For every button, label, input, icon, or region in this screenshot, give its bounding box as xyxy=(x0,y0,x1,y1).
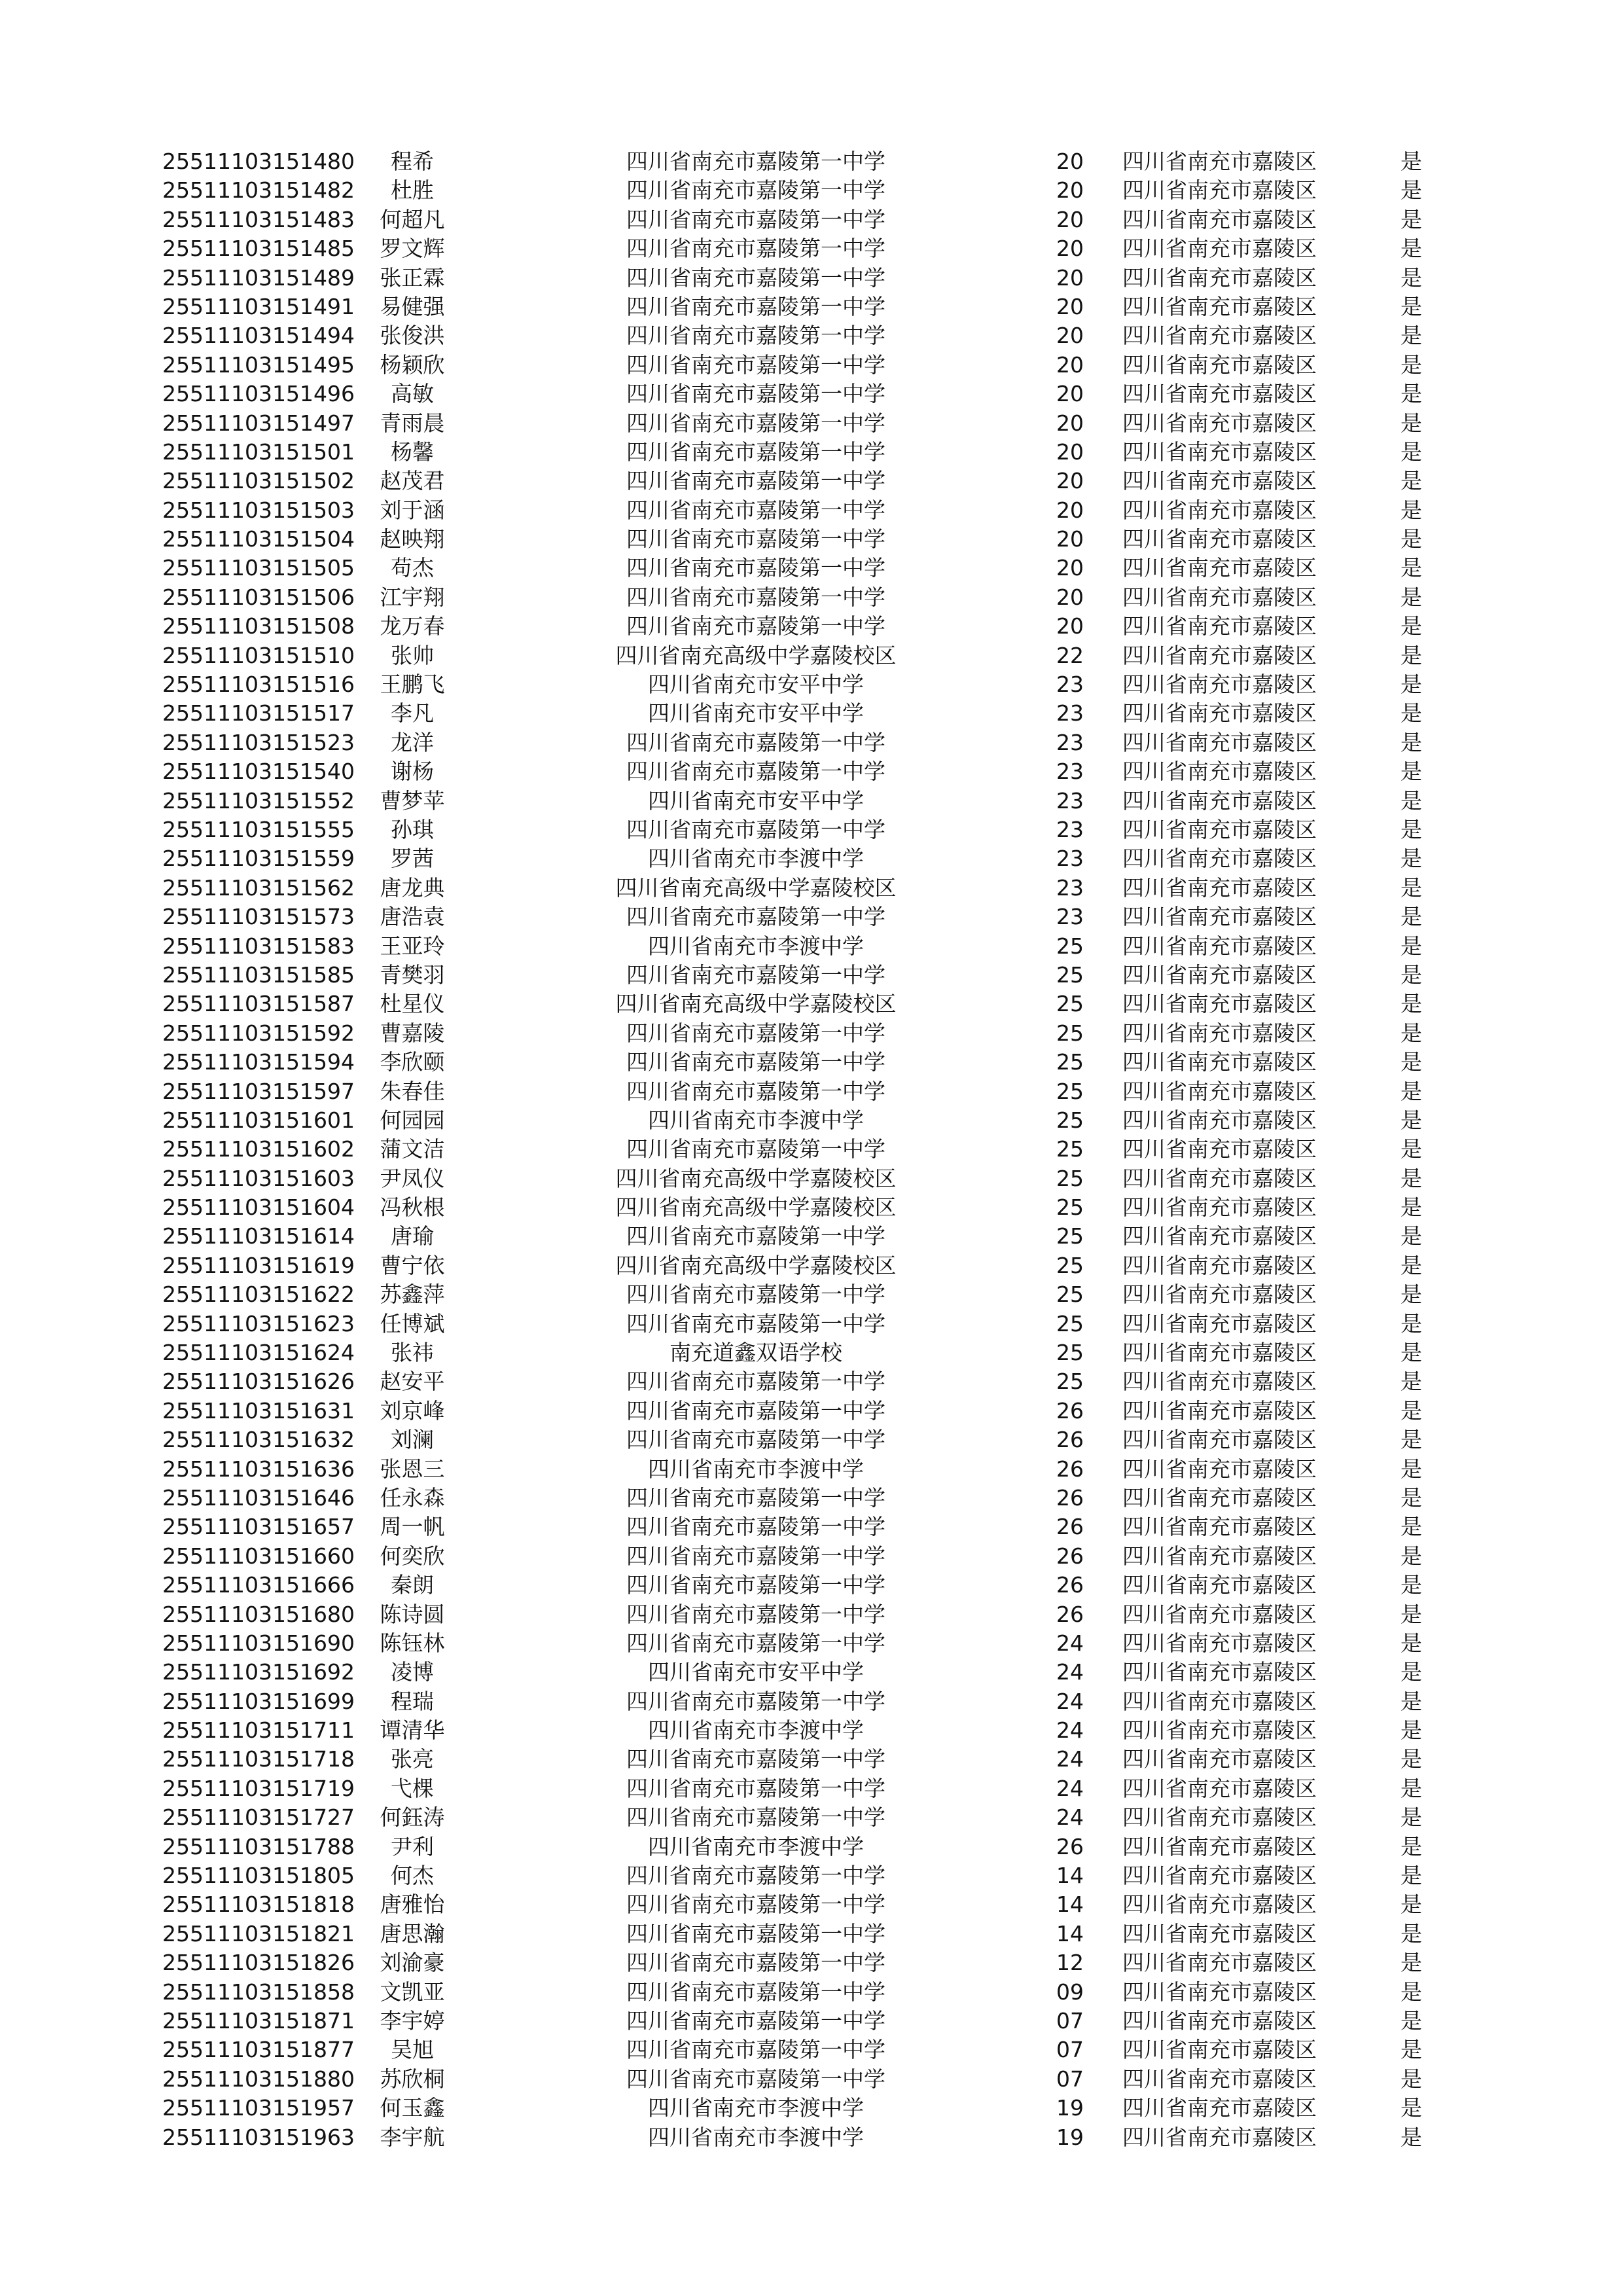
eligibility-flag-cell: 是 xyxy=(1400,961,1422,988)
table-row: 25511103151573 唐浩袁 四川省南充市嘉陵第一中学 23 四川省南充市嘉陵区 是 xyxy=(0,903,1623,931)
exam-id-cell: 25511103151508 xyxy=(162,613,355,639)
eligibility-flag-cell: 是 xyxy=(1400,759,1422,785)
district-cell: 四川省南充市嘉陵区 xyxy=(1122,1514,1317,1540)
eligibility-flag-cell: 是 xyxy=(1400,1775,1422,1801)
eligibility-flag-cell: 是 xyxy=(1400,1804,1422,1831)
exam-id-cell: 25511103151496 xyxy=(162,381,355,407)
table-row: 25511103151501 杨馨 四川省南充市嘉陵第一中学 20 四川省南充市嘉陵区 是 xyxy=(0,438,1623,467)
table-row: 25511103151552 曹梦苹 四川省南充市安平中学 23 四川省南充市嘉陵区 是 xyxy=(0,787,1623,816)
exam-id-cell: 25511103151680 xyxy=(162,1601,355,1627)
district-cell: 四川省南充市嘉陵区 xyxy=(1122,1630,1317,1656)
district-cell: 四川省南充市嘉陵区 xyxy=(1122,236,1317,262)
table-row: 25511103151495 杨颖欣 四川省南充市嘉陵第一中学 20 四川省南充市嘉陵区 是 xyxy=(0,351,1623,380)
eligibility-flag-cell: 是 xyxy=(1400,439,1422,465)
eligibility-flag-cell: 是 xyxy=(1400,1252,1422,1278)
district-cell: 四川省南充市嘉陵区 xyxy=(1122,642,1317,668)
eligibility-flag-cell: 是 xyxy=(1400,177,1422,204)
table-row: 25511103151585 青樊羽 四川省南充市嘉陵第一中学 25 四川省南充市嘉陵区 是 xyxy=(0,961,1623,990)
table-row: 25511103151666 秦朗 四川省南充市嘉陵第一中学 26 四川省南充市嘉陵区 是 xyxy=(0,1571,1623,1600)
district-cell: 四川省南充市嘉陵区 xyxy=(1122,1688,1317,1714)
exam-id-cell: 25511103151602 xyxy=(162,1136,355,1162)
district-cell: 四川省南充市嘉陵区 xyxy=(1122,1310,1317,1336)
district-cell: 四川省南充市嘉陵区 xyxy=(1122,1252,1317,1278)
district-cell: 四川省南充市嘉陵区 xyxy=(1122,439,1317,465)
district-cell: 四川省南充市嘉陵区 xyxy=(1122,1601,1317,1627)
eligibility-flag-cell: 是 xyxy=(1400,2095,1422,2121)
student-table xyxy=(0,147,1623,2152)
exam-id-cell: 25511103151632 xyxy=(162,1427,355,1453)
exam-id-cell: 25511103151626 xyxy=(162,1369,355,1395)
exam-id-cell: 25511103151818 xyxy=(162,1892,355,1918)
table-row: 25511103151877 吴旭 四川省南充市嘉陵第一中学 07 四川省南充市嘉陵区 是 xyxy=(0,2036,1623,2064)
table-row: 25511103151727 何鈺涛 四川省南充市嘉陵第一中学 24 四川省南充市嘉陵区 是 xyxy=(0,1803,1623,1832)
table-row: 25511103151496 高敏 四川省南充市嘉陵第一中学 20 四川省南充市嘉陵区 是 xyxy=(0,380,1623,408)
district-cell: 四川省南充市嘉陵区 xyxy=(1122,323,1317,349)
exam-id-cell: 25511103151506 xyxy=(162,584,355,610)
district-cell: 四川省南充市嘉陵区 xyxy=(1122,1078,1317,1104)
table-row: 25511103151483 何超凡 四川省南充市嘉陵第一中学 20 四川省南充市嘉陵区 是 xyxy=(0,206,1623,234)
eligibility-flag-cell: 是 xyxy=(1400,1369,1422,1395)
exam-id-cell: 25511103151482 xyxy=(162,177,355,204)
exam-id-cell: 25511103151631 xyxy=(162,1397,355,1424)
table-row: 25511103151692 凌博 四川省南充市安平中学 24 四川省南充市嘉陵区 是 xyxy=(0,1658,1623,1687)
district-cell: 四川省南充市嘉陵区 xyxy=(1122,410,1317,436)
district-cell: 四川省南充市嘉陵区 xyxy=(1122,2095,1317,2121)
district-cell: 四川省南充市嘉陵区 xyxy=(1122,177,1317,204)
eligibility-flag-cell: 是 xyxy=(1400,729,1422,755)
eligibility-flag-cell: 是 xyxy=(1400,264,1422,291)
eligibility-flag-cell: 是 xyxy=(1400,787,1422,814)
exam-id-cell: 25511103151858 xyxy=(162,1979,355,2005)
table-row: 25511103151657 周一帆 四川省南充市嘉陵第一中学 26 四川省南充市嘉陵区 是 xyxy=(0,1513,1623,1541)
table-row: 25511103151502 赵茂君 四川省南充市嘉陵第一中学 20 四川省南充市嘉陵区 是 xyxy=(0,467,1623,495)
table-row: 25511103151594 李欣颐 四川省南充市嘉陵第一中学 25 四川省南充市嘉陵区 是 xyxy=(0,1048,1623,1077)
eligibility-flag-cell: 是 xyxy=(1400,672,1422,698)
eligibility-flag-cell: 是 xyxy=(1400,1194,1422,1221)
district-cell: 四川省南充市嘉陵区 xyxy=(1122,729,1317,755)
table-row: 25511103151508 龙万春 四川省南充市嘉陵第一中学 20 四川省南充市嘉陵区 是 xyxy=(0,612,1623,641)
eligibility-flag-cell: 是 xyxy=(1400,1717,1422,1744)
exam-id-cell: 25511103151483 xyxy=(162,206,355,232)
exam-id-cell: 25511103151573 xyxy=(162,904,355,930)
district-cell: 四川省南充市嘉陵区 xyxy=(1122,1717,1317,1744)
eligibility-flag-cell: 是 xyxy=(1400,1746,1422,1772)
district-cell: 四川省南充市嘉陵区 xyxy=(1122,381,1317,407)
district-cell: 四川省南充市嘉陵区 xyxy=(1122,1920,1317,1946)
exam-id-cell: 25511103151603 xyxy=(162,1165,355,1191)
exam-id-cell: 25511103151727 xyxy=(162,1804,355,1831)
table-row: 25511103151562 唐龙典 四川省南充高级中学嘉陵校区 23 四川省南充市嘉陵区 是 xyxy=(0,874,1623,903)
eligibility-flag-cell: 是 xyxy=(1400,381,1422,407)
eligibility-flag-cell: 是 xyxy=(1400,1920,1422,1946)
district-cell: 四川省南充市嘉陵区 xyxy=(1122,613,1317,639)
table-row: 25511103151632 刘澜 四川省南充市嘉陵第一中学 26 四川省南充市嘉陵区 是 xyxy=(0,1426,1623,1454)
district-cell: 四川省南充市嘉陵区 xyxy=(1122,672,1317,698)
exam-id-cell: 25511103151657 xyxy=(162,1514,355,1540)
exam-id-cell: 25511103151517 xyxy=(162,700,355,726)
eligibility-flag-cell: 是 xyxy=(1400,1310,1422,1336)
eligibility-flag-cell: 是 xyxy=(1400,613,1422,639)
table-row: 25511103151719 弋棵 四川省南充市嘉陵第一中学 24 四川省南充市嘉陵区 是 xyxy=(0,1774,1623,1803)
table-row: 25511103151636 张恩三 四川省南充市李渡中学 26 四川省南充市嘉陵区 是 xyxy=(0,1455,1623,1484)
table-row: 25511103151523 龙洋 四川省南充市嘉陵第一中学 23 四川省南充市嘉陵区 是 xyxy=(0,728,1623,757)
table-row: 25511103151718 张亮 四川省南充市嘉陵第一中学 24 四川省南充市嘉陵区 是 xyxy=(0,1745,1623,1774)
exam-id-cell: 25511103151622 xyxy=(162,1282,355,1308)
exam-id-cell: 25511103151480 xyxy=(162,149,355,174)
table-row: 25511103151821 唐思瀚 四川省南充市嘉陵第一中学 14 四川省南充市嘉陵区 是 xyxy=(0,1920,1623,1948)
exam-id-cell: 25511103151495 xyxy=(162,351,355,378)
table-row: 25511103151826 刘渝豪 四川省南充市嘉陵第一中学 12 四川省南充市嘉陵区 是 xyxy=(0,1948,1623,1977)
district-cell: 四川省南充市嘉陵区 xyxy=(1122,759,1317,785)
district-cell: 四川省南充市嘉陵区 xyxy=(1122,1659,1317,1685)
table-row: 25511103151491 易健强 四川省南充市嘉陵第一中学 20 四川省南充市嘉陵区 是 xyxy=(0,293,1623,321)
exam-id-cell: 25511103151597 xyxy=(162,1078,355,1104)
exam-id-cell: 25511103151485 xyxy=(162,236,355,262)
exam-id-cell: 25511103151555 xyxy=(162,816,355,842)
district-cell: 四川省南充市嘉陵区 xyxy=(1122,816,1317,842)
exam-id-cell: 25511103151821 xyxy=(162,1920,355,1946)
exam-id-cell: 25511103151646 xyxy=(162,1484,355,1511)
exam-id-cell: 25511103151614 xyxy=(162,1223,355,1249)
exam-id-cell: 25511103151624 xyxy=(162,1340,355,1366)
eligibility-flag-cell: 是 xyxy=(1400,933,1422,959)
eligibility-flag-cell: 是 xyxy=(1400,1892,1422,1918)
table-row: 25511103151510 张帅 四川省南充高级中学嘉陵校区 22 四川省南充市嘉陵区 是 xyxy=(0,641,1623,670)
district-cell: 四川省南充市嘉陵区 xyxy=(1122,1775,1317,1801)
eligibility-flag-cell: 是 xyxy=(1400,2066,1422,2092)
eligibility-flag-cell: 是 xyxy=(1400,1543,1422,1569)
table-row: 25511103151482 杜胜 四川省南充市嘉陵第一中学 20 四川省南充市嘉陵区 是 xyxy=(0,176,1623,205)
table-row: 25511103151497 青雨晨 四川省南充市嘉陵第一中学 20 四川省南充市嘉陵区 是 xyxy=(0,409,1623,438)
exam-id-cell: 25511103151494 xyxy=(162,323,355,349)
eligibility-flag-cell: 是 xyxy=(1400,1630,1422,1656)
eligibility-flag-cell: 是 xyxy=(1400,1165,1422,1191)
exam-id-cell: 25511103151502 xyxy=(162,468,355,494)
exam-id-cell: 25511103151805 xyxy=(162,1863,355,1889)
table-row: 25511103151660 何奕欣 四川省南充市嘉陵第一中学 26 四川省南充市嘉陵区 是 xyxy=(0,1542,1623,1571)
eligibility-flag-cell: 是 xyxy=(1400,1979,1422,2005)
exam-id-cell: 25511103151619 xyxy=(162,1252,355,1278)
eligibility-flag-cell: 是 xyxy=(1400,351,1422,378)
exam-id-cell: 25511103151604 xyxy=(162,1194,355,1221)
district-cell: 四川省南充市嘉陵区 xyxy=(1122,904,1317,930)
eligibility-flag-cell: 是 xyxy=(1400,410,1422,436)
district-cell: 四川省南充市嘉陵区 xyxy=(1122,991,1317,1017)
eligibility-flag-cell: 是 xyxy=(1400,2037,1422,2063)
eligibility-flag-cell: 是 xyxy=(1400,149,1422,174)
table-row: 25511103151963 李宇航 四川省南充市李渡中学 19 四川省南充市嘉陵区 是 xyxy=(0,2123,1623,2152)
table-row: 25511103151559 罗茜 四川省南充市李渡中学 23 四川省南充市嘉陵区 是 xyxy=(0,844,1623,873)
table-row: 25511103151597 朱春佳 四川省南充市嘉陵第一中学 25 四川省南充市嘉陵区 是 xyxy=(0,1077,1623,1106)
eligibility-flag-cell: 是 xyxy=(1400,1020,1422,1046)
table-row: 25511103151516 王鹏飞 四川省南充市安平中学 23 四川省南充市嘉陵区 是 xyxy=(0,670,1623,699)
eligibility-flag-cell: 是 xyxy=(1400,1659,1422,1685)
exam-id-cell: 25511103151562 xyxy=(162,874,355,901)
eligibility-flag-cell: 是 xyxy=(1400,1427,1422,1453)
district-cell: 四川省南充市嘉陵区 xyxy=(1122,1804,1317,1831)
exam-id-cell: 25511103151636 xyxy=(162,1456,355,1482)
exam-id-cell: 25511103151711 xyxy=(162,1717,355,1744)
table-row: 25511103151504 赵映翔 四川省南充市嘉陵第一中学 20 四川省南充市嘉陵区 是 xyxy=(0,525,1623,554)
exam-id-cell: 25511103151692 xyxy=(162,1659,355,1685)
eligibility-flag-cell: 是 xyxy=(1400,236,1422,262)
exam-id-cell: 25511103151699 xyxy=(162,1688,355,1714)
district-cell: 四川省南充市嘉陵区 xyxy=(1122,149,1317,174)
table-row: 25511103151485 罗文辉 四川省南充市嘉陵第一中学 20 四川省南充市嘉陵区 是 xyxy=(0,234,1623,263)
district-cell: 四川省南充市嘉陵区 xyxy=(1122,584,1317,610)
table-row: 25511103151622 苏鑫萍 四川省南充市嘉陵第一中学 25 四川省南充市嘉陵区 是 xyxy=(0,1280,1623,1309)
table-row: 25511103151592 曹嘉陵 四川省南充市嘉陵第一中学 25 四川省南充市嘉陵区 是 xyxy=(0,1019,1623,1048)
district-cell: 四川省南充市嘉陵区 xyxy=(1122,700,1317,726)
district-cell: 四川省南充市嘉陵区 xyxy=(1122,206,1317,232)
exam-id-cell: 25511103151719 xyxy=(162,1775,355,1801)
eligibility-flag-cell: 是 xyxy=(1400,323,1422,349)
district-cell: 四川省南充市嘉陵区 xyxy=(1122,1543,1317,1569)
table-row: 25511103151602 蒲文洁 四川省南充市嘉陵第一中学 25 四川省南充市嘉陵区 是 xyxy=(0,1135,1623,1164)
table-row: 25511103151624 张祎 南充道鑫双语学校 25 四川省南充市嘉陵区 是 xyxy=(0,1338,1623,1367)
table-row: 25511103151623 任博斌 四川省南充市嘉陵第一中学 25 四川省南充市嘉陵区 是 xyxy=(0,1310,1623,1338)
district-cell: 四川省南充市嘉陵区 xyxy=(1122,1833,1317,1859)
table-row: 25511103151788 尹利 四川省南充市李渡中学 26 四川省南充市嘉陵区 是 xyxy=(0,1833,1623,1861)
district-cell: 四川省南充市嘉陵区 xyxy=(1122,526,1317,552)
exam-id-cell: 25511103151504 xyxy=(162,526,355,552)
table-row: 25511103151494 张俊洪 四川省南充市嘉陵第一中学 20 四川省南充市嘉陵区 是 xyxy=(0,321,1623,350)
exam-id-cell: 25511103151540 xyxy=(162,759,355,785)
eligibility-flag-cell: 是 xyxy=(1400,555,1422,581)
eligibility-flag-cell: 是 xyxy=(1400,1572,1422,1598)
district-cell: 四川省南充市嘉陵区 xyxy=(1122,497,1317,523)
district-cell: 四川省南充市嘉陵区 xyxy=(1122,1020,1317,1046)
table-row: 25511103151603 尹凤仪 四川省南充高级中学嘉陵校区 25 四川省南充市嘉陵区 是 xyxy=(0,1164,1623,1193)
exam-id-cell: 25511103151826 xyxy=(162,1950,355,1976)
exam-id-cell: 25511103151510 xyxy=(162,642,355,668)
eligibility-flag-cell: 是 xyxy=(1400,1456,1422,1482)
exam-id-cell: 25511103151585 xyxy=(162,961,355,988)
exam-id-cell: 25511103151871 xyxy=(162,2008,355,2034)
eligibility-flag-cell: 是 xyxy=(1400,816,1422,842)
eligibility-flag-cell: 是 xyxy=(1400,2008,1422,2034)
exam-id-cell: 25511103151491 xyxy=(162,293,355,319)
eligibility-flag-cell: 是 xyxy=(1400,1397,1422,1424)
exam-id-cell: 25511103151583 xyxy=(162,933,355,959)
district-cell: 四川省南充市嘉陵区 xyxy=(1122,1572,1317,1598)
eligibility-flag-cell: 是 xyxy=(1400,1078,1422,1104)
exam-id-cell: 25511103151594 xyxy=(162,1049,355,1075)
district-cell: 四川省南充市嘉陵区 xyxy=(1122,1950,1317,1976)
eligibility-flag-cell: 是 xyxy=(1400,526,1422,552)
district-cell: 四川省南充市嘉陵区 xyxy=(1122,555,1317,581)
district-cell: 四川省南充市嘉陵区 xyxy=(1122,1049,1317,1075)
district-cell: 四川省南充市嘉陵区 xyxy=(1122,1892,1317,1918)
exam-id-cell: 25511103151587 xyxy=(162,991,355,1017)
eligibility-flag-cell: 是 xyxy=(1400,991,1422,1017)
district-cell: 四川省南充市嘉陵区 xyxy=(1122,933,1317,959)
exam-id-cell: 25511103151523 xyxy=(162,729,355,755)
table-row: 25511103151506 江宇翔 四川省南充市嘉陵第一中学 20 四川省南充市嘉陵区 是 xyxy=(0,583,1623,612)
district-cell: 四川省南充市嘉陵区 xyxy=(1122,1282,1317,1308)
district-cell: 四川省南充市嘉陵区 xyxy=(1122,351,1317,378)
exam-id-cell: 25511103151957 xyxy=(162,2095,355,2121)
district-cell: 四川省南充市嘉陵区 xyxy=(1122,2066,1317,2092)
eligibility-flag-cell: 是 xyxy=(1400,1601,1422,1627)
table-row: 25511103151604 冯秋根 四川省南充高级中学嘉陵校区 25 四川省南充市嘉陵区 是 xyxy=(0,1193,1623,1222)
eligibility-flag-cell: 是 xyxy=(1400,1514,1422,1540)
district-cell: 四川省南充市嘉陵区 xyxy=(1122,1746,1317,1772)
table-row: 25511103151555 孙琪 四川省南充市嘉陵第一中学 23 四川省南充市嘉陵区 是 xyxy=(0,816,1623,844)
eligibility-flag-cell: 是 xyxy=(1400,497,1422,523)
exam-id-cell: 25511103151497 xyxy=(162,410,355,436)
district-cell: 四川省南充市嘉陵区 xyxy=(1122,1223,1317,1249)
district-cell: 四川省南充市嘉陵区 xyxy=(1122,846,1317,872)
exam-id-cell: 25511103151489 xyxy=(162,264,355,291)
district-cell: 四川省南充市嘉陵区 xyxy=(1122,787,1317,814)
table-row: 25511103151631 刘京峰 四川省南充市嘉陵第一中学 26 四川省南充市嘉陵区 是 xyxy=(0,1397,1623,1426)
table-row: 25511103151583 王亚玲 四川省南充市李渡中学 25 四川省南充市嘉陵区 是 xyxy=(0,932,1623,961)
table-row: 25511103151503 刘于涵 四川省南充市嘉陵第一中学 20 四川省南充市嘉陵区 是 xyxy=(0,496,1623,525)
eligibility-flag-cell: 是 xyxy=(1400,1282,1422,1308)
table-row: 25511103151540 谢杨 四川省南充市嘉陵第一中学 23 四川省南充市嘉陵区 是 xyxy=(0,757,1623,786)
eligibility-flag-cell: 是 xyxy=(1400,1223,1422,1249)
table-row: 25511103151505 苟杰 四川省南充市嘉陵第一中学 20 四川省南充市嘉陵区 是 xyxy=(0,554,1623,583)
district-cell: 四川省南充市嘉陵区 xyxy=(1122,1863,1317,1889)
table-row: 25511103151601 何园园 四川省南充市李渡中学 25 四川省南充市嘉陵区 是 xyxy=(0,1106,1623,1135)
district-cell: 四川省南充市嘉陵区 xyxy=(1122,1979,1317,2005)
exam-id-cell: 25511103151660 xyxy=(162,1543,355,1569)
eligibility-flag-cell: 是 xyxy=(1400,1688,1422,1714)
district-cell: 四川省南充市嘉陵区 xyxy=(1122,1484,1317,1511)
exam-id-cell: 25511103151552 xyxy=(162,787,355,814)
exam-id-cell: 25511103151666 xyxy=(162,1572,355,1598)
exam-id-cell: 25511103151788 xyxy=(162,1833,355,1859)
district-cell: 四川省南充市嘉陵区 xyxy=(1122,1456,1317,1482)
table-row: 25511103151619 曹宁依 四川省南充高级中学嘉陵校区 25 四川省南充市嘉陵区 是 xyxy=(0,1251,1623,1280)
district-cell: 四川省南充市嘉陵区 xyxy=(1122,1194,1317,1221)
eligibility-flag-cell: 是 xyxy=(1400,1107,1422,1133)
district-cell: 四川省南充市嘉陵区 xyxy=(1122,1107,1317,1133)
exam-id-cell: 25511103151559 xyxy=(162,846,355,872)
exam-id-cell: 25511103151592 xyxy=(162,1020,355,1046)
table-row: 25511103151517 李凡 四川省南充市安平中学 23 四川省南充市嘉陵区 是 xyxy=(0,699,1623,728)
district-cell: 四川省南充市嘉陵区 xyxy=(1122,264,1317,291)
table-row: 25511103151680 陈诗圆 四川省南充市嘉陵第一中学 26 四川省南充市嘉陵区 是 xyxy=(0,1600,1623,1629)
eligibility-flag-cell: 是 xyxy=(1400,468,1422,494)
exam-id-cell: 25511103151690 xyxy=(162,1630,355,1656)
table-row: 25511103151690 陈钰林 四川省南充市嘉陵第一中学 24 四川省南充市嘉陵区 是 xyxy=(0,1629,1623,1658)
district-cell: 四川省南充市嘉陵区 xyxy=(1122,1165,1317,1191)
exam-id-cell: 25511103151623 xyxy=(162,1310,355,1336)
eligibility-flag-cell: 是 xyxy=(1400,1833,1422,1859)
eligibility-flag-cell: 是 xyxy=(1400,1484,1422,1511)
table-row: 25511103151957 何玉鑫 四川省南充市李渡中学 19 四川省南充市嘉陵区 是 xyxy=(0,2094,1623,2123)
eligibility-flag-cell: 是 xyxy=(1400,1136,1422,1162)
table-row: 25511103151805 何杰 四川省南充市嘉陵第一中学 14 四川省南充市嘉陵区 是 xyxy=(0,1861,1623,1890)
district-cell: 四川省南充市嘉陵区 xyxy=(1122,293,1317,319)
eligibility-flag-cell: 是 xyxy=(1400,1340,1422,1366)
eligibility-flag-cell: 是 xyxy=(1400,1863,1422,1889)
eligibility-flag-cell: 是 xyxy=(1400,584,1422,610)
eligibility-flag-cell: 是 xyxy=(1400,642,1422,668)
eligibility-flag-cell: 是 xyxy=(1400,1950,1422,1976)
district-cell: 四川省南充市嘉陵区 xyxy=(1122,1427,1317,1453)
table-row: 25511103151711 谭清华 四川省南充市李渡中学 24 四川省南充市嘉陵区 是 xyxy=(0,1716,1623,1745)
district-cell: 四川省南充市嘉陵区 xyxy=(1122,1397,1317,1424)
table-row: 25511103151626 赵安平 四川省南充市嘉陵第一中学 25 四川省南充市嘉陵区 是 xyxy=(0,1367,1623,1396)
district-cell: 四川省南充市嘉陵区 xyxy=(1122,874,1317,901)
table-row: 25511103151818 唐雅怡 四川省南充市嘉陵第一中学 14 四川省南充市嘉陵区 是 xyxy=(0,1890,1623,1919)
exam-id-cell: 25511103151601 xyxy=(162,1107,355,1133)
district-cell: 四川省南充市嘉陵区 xyxy=(1122,2037,1317,2063)
eligibility-flag-cell: 是 xyxy=(1400,293,1422,319)
table-row: 25511103151614 唐瑜 四川省南充市嘉陵第一中学 25 四川省南充市嘉陵区 是 xyxy=(0,1222,1623,1251)
district-cell: 四川省南充市嘉陵区 xyxy=(1122,2008,1317,2034)
exam-id-cell: 25511103151501 xyxy=(162,439,355,465)
exam-id-cell: 25511103151503 xyxy=(162,497,355,523)
table-row: 25511103151699 程瑞 四川省南充市嘉陵第一中学 24 四川省南充市嘉陵区 是 xyxy=(0,1687,1623,1716)
table-row: 25511103151489 张正霖 四川省南充市嘉陵第一中学 20 四川省南充市嘉陵区 是 xyxy=(0,264,1623,293)
district-cell: 四川省南充市嘉陵区 xyxy=(1122,468,1317,494)
table-row: 25511103151880 苏欣桐 四川省南充市嘉陵第一中学 07 四川省南充市嘉陵区 是 xyxy=(0,2065,1623,2094)
table-row: 25511103151858 文凯亚 四川省南充市嘉陵第一中学 09 四川省南充市嘉陵区 是 xyxy=(0,1978,1623,2007)
exam-id-cell: 25511103151718 xyxy=(162,1746,355,1772)
eligibility-flag-cell: 是 xyxy=(1400,2124,1422,2150)
eligibility-flag-cell: 是 xyxy=(1400,904,1422,930)
eligibility-flag-cell: 是 xyxy=(1400,846,1422,872)
exam-id-cell: 25511103151505 xyxy=(162,555,355,581)
district-cell: 四川省南充市嘉陵区 xyxy=(1122,2124,1317,2150)
exam-id-cell: 25511103151880 xyxy=(162,2066,355,2092)
table-row: 25511103151587 杜星仪 四川省南充高级中学嘉陵校区 25 四川省南充市嘉陵区 是 xyxy=(0,990,1623,1018)
district-cell: 四川省南充市嘉陵区 xyxy=(1122,1136,1317,1162)
exam-id-cell: 25511103151877 xyxy=(162,2037,355,2063)
exam-id-cell: 25511103151963 xyxy=(162,2124,355,2150)
eligibility-flag-cell: 是 xyxy=(1400,206,1422,232)
table-row: 25511103151646 任永森 四川省南充市嘉陵第一中学 26 四川省南充市嘉陵区 是 xyxy=(0,1484,1623,1513)
exam-id-cell: 25511103151516 xyxy=(162,672,355,698)
district-cell: 四川省南充市嘉陵区 xyxy=(1122,1340,1317,1366)
table-row: 25511103151480 程希 四川省南充市嘉陵第一中学 20 四川省南充市嘉陵区 是 xyxy=(0,147,1623,176)
table-row: 25511103151871 李宇婷 四川省南充市嘉陵第一中学 07 四川省南充市嘉陵区 是 xyxy=(0,2007,1623,2036)
eligibility-flag-cell: 是 xyxy=(1400,1049,1422,1075)
eligibility-flag-cell: 是 xyxy=(1400,700,1422,726)
eligibility-flag-cell: 是 xyxy=(1400,874,1422,901)
district-cell: 四川省南充市嘉陵区 xyxy=(1122,961,1317,988)
district-cell: 四川省南充市嘉陵区 xyxy=(1122,1369,1317,1395)
